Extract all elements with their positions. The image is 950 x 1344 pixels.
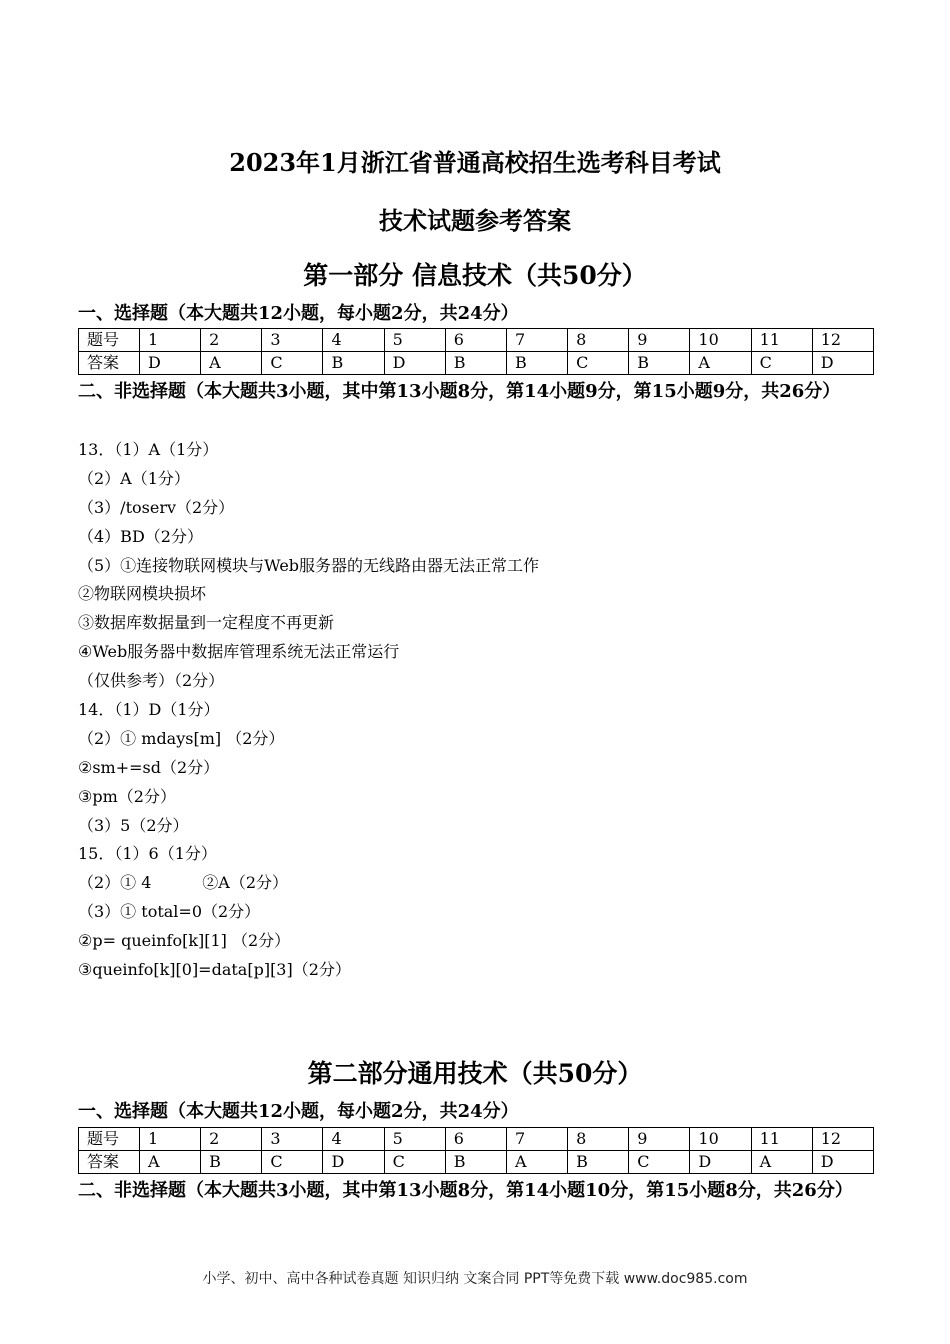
document-subtitle: 技术试题参考答案 xyxy=(379,206,571,235)
table-cell: 2 xyxy=(201,1128,262,1151)
part2-mc-heading: 一、选择题（本大题共12小题，每小题2分，共24分） xyxy=(78,1101,519,1122)
table-cell: 4 xyxy=(323,329,384,352)
table-cell: 3 xyxy=(262,1128,323,1151)
table-cell: B xyxy=(629,352,690,375)
table-cell: 10 xyxy=(690,329,751,352)
table-cell: 8 xyxy=(568,329,629,352)
table-cell: C xyxy=(568,352,629,375)
answer-line: （2）① 4 ②A（2分） xyxy=(78,873,289,893)
answer-line: ③pm（2分） xyxy=(78,786,176,806)
table-cell: 9 xyxy=(629,1128,690,1151)
answer-line: （5）①连接物联网模块与Web服务器的无线路由器无法正常工作 xyxy=(78,555,540,575)
table-row-numbers xyxy=(79,1128,874,1151)
table-row-answers xyxy=(79,352,874,375)
table-cell: 12 xyxy=(812,1128,873,1151)
table-cell: B xyxy=(445,352,506,375)
table-row-numbers xyxy=(79,329,874,352)
table-cell: 10 xyxy=(690,1128,751,1151)
part1-answer-table xyxy=(78,328,874,375)
table-cell: C xyxy=(751,352,812,375)
answer-line: （2）① mdays[m] （2分） xyxy=(78,728,285,748)
table-cell: D xyxy=(323,1151,384,1174)
answer-line: （3）① total=0（2分） xyxy=(78,902,261,922)
table-cell: 3 xyxy=(262,329,323,352)
table-cell: A xyxy=(751,1151,812,1174)
answer-line: 13．（1）A（1分） xyxy=(78,440,219,459)
part1-heading: 第一部分 信息技术（共50分） xyxy=(303,261,647,290)
answer-line: （2）A（1分） xyxy=(78,468,190,488)
answer-line: 14．（1）D（1分） xyxy=(78,700,220,720)
row-label: 答案 xyxy=(79,1151,140,1174)
table-row-answers xyxy=(79,1151,874,1174)
table-cell: C xyxy=(384,1151,445,1174)
table-cell: A xyxy=(690,352,751,375)
table-cell: 5 xyxy=(384,1128,445,1151)
table-cell: B xyxy=(323,352,384,375)
part1-mc-heading: 一、选择题（本大题共12小题，每小题2分，共24分） xyxy=(78,303,519,324)
table-cell: C xyxy=(629,1151,690,1174)
table-cell: B xyxy=(445,1151,506,1174)
table-cell: D xyxy=(140,352,201,375)
table-cell: A xyxy=(201,352,262,375)
table-cell: A xyxy=(140,1151,201,1174)
answer-line: ②p= queinfo[k][1] （2分） xyxy=(78,931,291,951)
part2-heading: 第二部分通用技术（共50分） xyxy=(307,1059,643,1088)
table-cell: 1 xyxy=(140,329,201,352)
table-cell: D xyxy=(384,352,445,375)
answer-line: ③数据库数据量到一定程度不再更新 xyxy=(78,613,335,633)
part1-answer-lines xyxy=(78,436,539,985)
table-cell: 5 xyxy=(384,329,445,352)
table-cell: 2 xyxy=(201,329,262,352)
answer-line: （3）/toserv（2分） xyxy=(78,497,235,517)
answer-line: ③queinfo[k][0]=data[p][3]（2分） xyxy=(78,960,351,980)
table-cell: 9 xyxy=(629,329,690,352)
part2-answer-table xyxy=(78,1127,874,1174)
table-cell: 7 xyxy=(506,1128,567,1151)
table-cell: D xyxy=(812,352,873,375)
answer-line: （4）BD（2分） xyxy=(78,526,203,546)
row-label: 题号 xyxy=(79,329,140,352)
table-cell: 7 xyxy=(506,329,567,352)
answer-line: （3）5（2分） xyxy=(78,815,189,835)
answer-line: ②物联网模块损坏 xyxy=(78,584,207,604)
table-cell: 6 xyxy=(445,329,506,352)
footer-link[interactable]: 小学、初中、高中各种试卷真题 知识归纳 文案合同 PPT等免费下载 www.doc985.com xyxy=(202,1271,748,1287)
table-cell: B xyxy=(568,1151,629,1174)
table-cell: D xyxy=(812,1151,873,1174)
table-cell: C xyxy=(262,1151,323,1174)
answer-line: （仅供参考）（2分） xyxy=(78,671,225,691)
table-cell: 12 xyxy=(812,329,873,352)
table-cell: A xyxy=(506,1151,567,1174)
table-cell: 11 xyxy=(751,329,812,352)
answer-line: ④Web服务器中数据库管理系统无法正常运行 xyxy=(78,642,400,662)
table-cell: 11 xyxy=(751,1128,812,1151)
table-cell: B xyxy=(506,352,567,375)
table-cell: 8 xyxy=(568,1128,629,1151)
table-cell: 4 xyxy=(323,1128,384,1151)
part1-nonmc-heading: 二、非选择题（本大题共3小题，其中第13小题8分，第14小题9分，第15小题9分，共26分） xyxy=(78,381,841,402)
row-label: 答案 xyxy=(79,352,140,375)
answer-line: ②sm+=sd（2分） xyxy=(78,757,220,777)
table-cell: D xyxy=(690,1151,751,1174)
document-title: 2023年1月浙江省普通高校招生选考科目考试 xyxy=(229,148,721,177)
table-cell: 6 xyxy=(445,1128,506,1151)
table-cell: B xyxy=(201,1151,262,1174)
part2-nonmc-heading: 二、非选择题（本大题共3小题，其中第13小题8分，第14小题10分，第15小题8分，共26分） xyxy=(78,1180,853,1201)
table-cell: 1 xyxy=(140,1128,201,1151)
row-label: 题号 xyxy=(79,1128,140,1151)
answer-line: 15．（1）6（1分） xyxy=(78,844,217,864)
table-cell: C xyxy=(262,352,323,375)
